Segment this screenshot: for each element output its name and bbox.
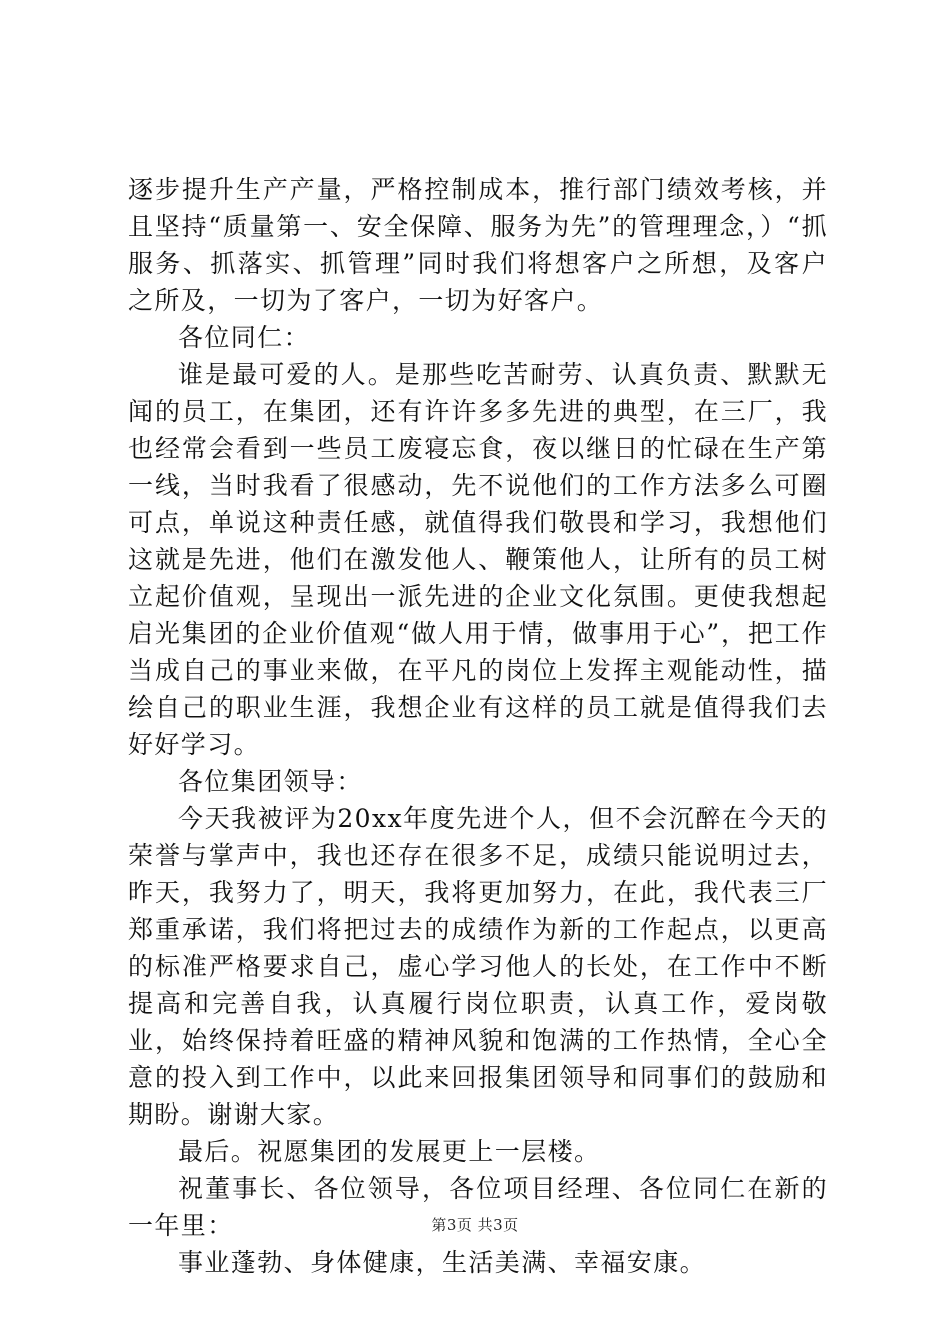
- page-footer: [0, 1215, 950, 1235]
- paragraph-award-commitment: 今天我被评为20xx年度先进个人，但不会沉醉在今天的荣誉与掌声中，我也还存在很多不足，成绩只能说明过去，昨天，我努力了，明天，我将更加努力，在此，我代表三厂郑重承诺，我们将把过去的成绩作为新的工作起点，以更高的标准严格要求自己，虚心学习他人的长处，在工作中不断提高和完善自我，认真履行岗位职责，认真工作，爱岗敬业，始终保持着旺盛的精神风貌和饱满的工作热情，全心全意的投入到工作中，以此来回报集团领导和同事们的鼓励和期盼。谢谢大家。: [128, 804, 828, 1129]
- paragraph-service-philosophy: 逐步提升生产产量，严格控制成本，推行部门绩效考核，并且坚持“质量第一、安全保障、服务为先”的管理理念，）“抓服务、抓落实、抓管理”同时我们将想客户之所想，及客户之所及，一切为了客户，一切为好客户。: [128, 175, 828, 315]
- paragraph-final-wish: 最后。祝愿集团的发展更上一层楼。: [178, 1137, 601, 1166]
- salutation-group-leaders: 各位集团领导：: [178, 767, 363, 796]
- page-number-label: 第3页 共3页: [431, 1216, 519, 1234]
- document-body: [128, 171, 828, 1281]
- paragraph-most-lovable-people: 谁是最可爱的人。是那些吃苦耐劳、认真负责、默默无闻的员工，在集团，还有许许多多先进的典型，在三厂，我也经常会看到一些员工废寝忘食，夜以继日的忙碌在生产第一线，当时我看了很感动，先不说他们的工作方法多么可圈可点，单说这种责任感，就值得我们敬畏和学习，我想他们这就是先进，他们在激发他人、鞭策他人，让所有的员工树立起价值观，呈现出一派先进的企业文化氛围。更使我想起启光集团的企业价值观“做人用于情，做事用于心”，把工作当成自己的事业来做，在平凡的岗位上发挥主观能动性，描绘自己的职业生涯，我想企业有这样的员工就是值得我们去好好学习。: [128, 360, 828, 759]
- paragraph-new-year-greeting: 祝董事长、各位领导，各位项目经理、各位同仁在新的一年里：: [128, 1174, 828, 1240]
- paragraph-blessing: 事业蓬勃、身体健康，生活美满、幸福安康。: [178, 1248, 707, 1277]
- salutation-colleagues: 各位同仁：: [178, 323, 311, 352]
